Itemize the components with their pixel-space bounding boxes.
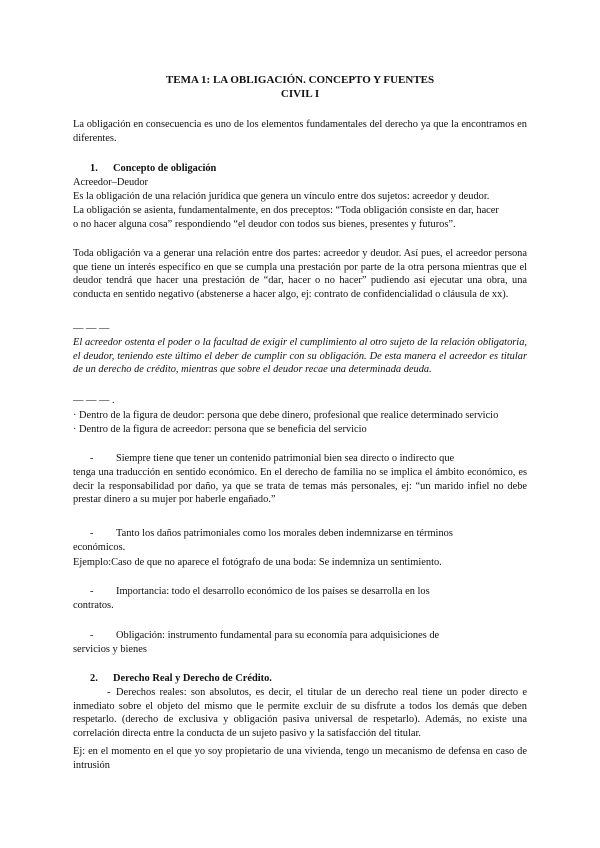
bullet-dash: -	[107, 687, 111, 698]
section-2-heading	[73, 672, 527, 686]
definition-line-3: o no hacer alguna cosa” respondiendo “el deudor con todos sus bienes, presentes y futuros”.	[73, 219, 456, 230]
debtor-note: · Dentro de la figura de deudor: persona que debe dinero, profesional que realice determinado servicio	[73, 410, 499, 421]
bullet-importance	[73, 585, 527, 599]
bullet-damages-first-line: Tanto los daños patrimoniales como los morales deben indemnizarse en términos	[116, 528, 453, 539]
section-1-subtitle: Acreedor–Deudor	[73, 177, 149, 188]
bullet-importance-first-line: Importancia: todo el desarrollo económico de los países se desarrolla en los	[116, 586, 430, 597]
bullet-patrimonial-first-line: Siempre tiene que tener un contenido patrimonial bien sea directo o indirecto que	[116, 453, 455, 464]
bullet-obligation-second-line: servicios y bienes	[73, 644, 147, 655]
separator-1: — — —	[73, 323, 110, 334]
bullet-dash: -	[90, 630, 94, 641]
bullet-obligation-first-line: Obligación: instrumento fundamental para su economía para adquisiciones de	[116, 630, 440, 641]
bullet-dash: -	[90, 528, 94, 539]
example-line: Ejemplo:Caso de que no aparece el fotógrafo de una boda: Se indemniza un sentimiento.	[73, 557, 442, 568]
definition-line-1: Es la obligación de una relación jurídica que genera un vínculo entre dos sujetos: acreedor y deudor.	[73, 191, 490, 202]
creditor-italic-paragraph: El acreedor ostenta el poder o la facultad de exigir el cumplimiento al otro sujeto de la relación obligatoria, el deudor, teniendo este último el deber de cumplir con su obligación. De esta manera el acreedor es titular de un derecho de crédito, mientras que sobre el deudor recae una determinada deuda.	[73, 337, 527, 376]
bullet-obligation	[73, 629, 527, 643]
real-rights-paragraph	[73, 686, 527, 740]
document-title: TEMA 1: LA OBLIGACIÓN. CONCEPTO Y FUENTES	[165, 74, 435, 86]
section-1-title: Concepto de obligación	[113, 163, 217, 174]
bullet-dash: -	[90, 453, 94, 464]
bullet-importance-second-line: contratos.	[73, 600, 114, 611]
creditor-note: · Dentro de la figura de acreedor: persona que se beneficia del servicio	[73, 424, 367, 435]
definition-line-2: La obligación se asienta, fundamentalmente, en dos preceptos: “Toda obligación consiste en dar, hacer	[73, 205, 499, 216]
section-2-number: 2.	[90, 673, 98, 684]
bullet-damages-second-line: económicos.	[73, 542, 126, 553]
section-2-title: Derecho Real y Derecho de Crédito.	[113, 673, 272, 684]
parties-paragraph: Toda obligación va a generar una relación entre dos partes: acreedor y deudor. Así pues, el acreedor persona que tiene un interés específico en que se cumpla una prestación por parte de la otra persona mientras que el deudor tendrá que hacer una prestación de “dar, hacer o no hacer” pudiendo así ejecutar una obra, una conducta en sentido negativo (abstenerse a hacer algo, ej: contrato de confidencialidad o cláusula de xx).	[73, 248, 527, 300]
bullet-dash: -	[90, 586, 94, 597]
bullet-damages	[73, 527, 527, 541]
section-1-heading	[73, 162, 527, 176]
bullet-patrimonial	[73, 452, 527, 466]
real-rights-text: Derechos reales: son absolutos, es decir, el titular de un derecho real tiene un poder directo e inmediato sobre el objeto del mismo que le permite excluir de su disfrute a todos los demás que deben respetarlo. (derecho de exclusiva y obligación pasiva universal de respetarlo). Además, no existe una correlación directa entre la conducta de un sujeto pasivo y la satisfacción del titular.	[73, 687, 527, 739]
bullet-patrimonial-body: tenga una traducción en sentido económico. En el derecho de familia no se implica el ámbito económico, es decir la responsabilidad por daño, ya que se trata de temas más personales, ej: “un marido infiel no debe prestar dinero a su mujer por haberle engañado.”	[73, 467, 527, 506]
real-rights-example: Ej: en el momento en el que yo soy propietario de una vivienda, tengo un mecanismo de defensa en caso de intrusión	[73, 746, 527, 771]
section-1-number: 1.	[90, 163, 98, 174]
intro-paragraph: La obligación en consecuencia es uno de los elementos fundamentales del derecho ya que la encontramos en diferentes.	[73, 119, 527, 144]
separator-2: — — — .	[73, 395, 115, 406]
document-subtitle: CIVIL I	[280, 88, 320, 100]
